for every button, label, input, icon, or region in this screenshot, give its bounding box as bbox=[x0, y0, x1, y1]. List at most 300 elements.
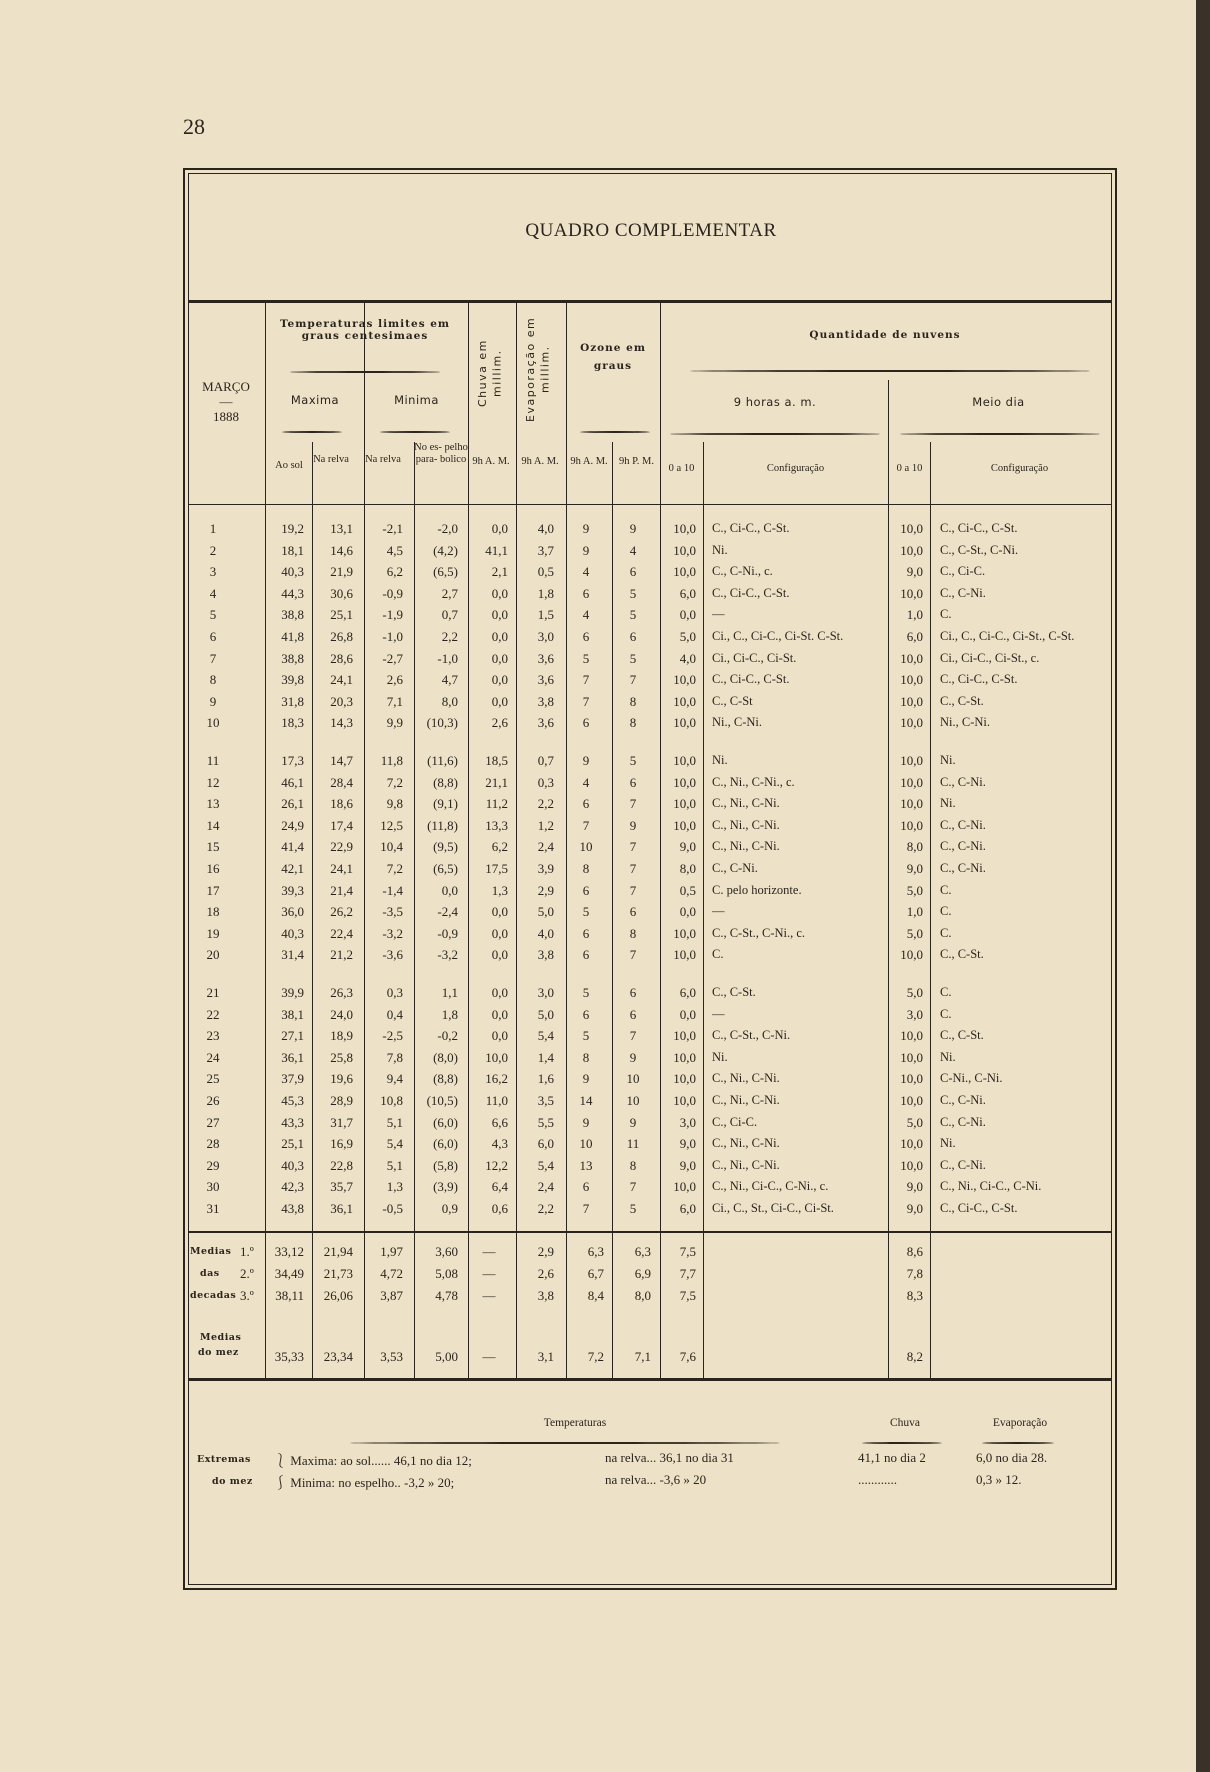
table-cell: (3,9) bbox=[433, 1179, 458, 1195]
table-cell: 6,2 bbox=[491, 839, 508, 855]
table-cell: 6,0 bbox=[537, 1136, 554, 1152]
table-cell: 31,4 bbox=[281, 947, 304, 963]
decade-mean-cell: 1.º bbox=[240, 1244, 254, 1259]
table-cell: 8 bbox=[582, 861, 590, 876]
header-9h-pm-ozone: 9h P. M. bbox=[618, 456, 654, 467]
swash-rule bbox=[900, 433, 1100, 435]
table-cell: 3,0 bbox=[537, 985, 554, 1000]
table-cell: 6,0 bbox=[679, 585, 696, 601]
table-cell: 5 bbox=[629, 650, 637, 666]
table-cell: 0,0 bbox=[679, 1006, 696, 1022]
table-cell: -1,9 bbox=[382, 607, 403, 623]
table-cell: 0,0 bbox=[491, 1006, 508, 1022]
header-na-relva-max: Na relva bbox=[313, 454, 349, 465]
table-cell: 17 bbox=[206, 882, 220, 898]
page-title: QUADRO COMPLEMENTAR bbox=[525, 220, 777, 241]
table-cell: 7 bbox=[629, 947, 637, 963]
table-cell: 40,3 bbox=[281, 564, 304, 580]
decade-mean-cell: 7,7 bbox=[679, 1266, 696, 1281]
table-cell: 8 bbox=[582, 1049, 590, 1065]
table-cell: 10,0 bbox=[673, 817, 696, 833]
header-configuracao-noon: Configuração bbox=[990, 463, 1049, 474]
table-cell: 3,0 bbox=[906, 1006, 923, 1022]
table-cell: 10,0 bbox=[673, 693, 696, 709]
table-cell: 38,1 bbox=[281, 1006, 304, 1022]
table-cell: 1,8 bbox=[441, 1006, 458, 1022]
table-cell: C., Ci-C. bbox=[712, 1114, 758, 1129]
table-cell: 6 bbox=[582, 1179, 590, 1195]
table-cell: 26,2 bbox=[330, 904, 353, 920]
extremas-relva-min: na relva... -3,6 » 20 bbox=[605, 1472, 707, 1487]
month-mean-cell: 3,1 bbox=[537, 1349, 554, 1364]
table-cell: Ci., C., Ci-C., Ci-St. C-St. bbox=[712, 629, 844, 643]
table-cell: 6,6 bbox=[491, 1114, 508, 1130]
table-cell: 10,0 bbox=[900, 1028, 923, 1044]
header-evaporacao: Evaporação em millim. bbox=[524, 316, 552, 422]
table-cell: C., C-St. bbox=[940, 1028, 984, 1043]
table-cell: 19,6 bbox=[330, 1071, 353, 1087]
header-month-block: MARÇO — 1888 bbox=[202, 379, 250, 424]
table-cell: 2,4 bbox=[537, 1179, 554, 1195]
table-cell: 7 bbox=[629, 861, 637, 876]
table-cell: 0,4 bbox=[386, 1006, 403, 1022]
table-cell: 0,7 bbox=[441, 607, 458, 623]
table-frame-inner bbox=[188, 173, 1112, 1585]
table-cell: -2,0 bbox=[437, 521, 458, 536]
table-cell: Ni. bbox=[940, 753, 956, 767]
table-cell: -2,1 bbox=[382, 521, 403, 536]
table-cell: 9,4 bbox=[386, 1071, 403, 1087]
extremas-maxima-line: ⎱ Maxima: ao sol...... 46,1 no dia 12; bbox=[274, 1453, 472, 1468]
header-minima: Minima bbox=[394, 393, 439, 407]
table-cell: 0,0 bbox=[491, 672, 508, 688]
table-cell: 9 bbox=[629, 1114, 637, 1130]
table-cell: 10,0 bbox=[900, 1093, 923, 1108]
table-cell: Ni., C-Ni. bbox=[940, 715, 990, 730]
table-cell: 5 bbox=[582, 1028, 590, 1044]
table-cell: 6,4 bbox=[491, 1179, 508, 1195]
table-cell: 3,9 bbox=[537, 861, 554, 876]
table-cell: 10 bbox=[626, 1093, 640, 1108]
table-cell: 25,8 bbox=[330, 1049, 353, 1065]
table-cell: 4,7 bbox=[441, 672, 458, 688]
table-cell: 43,3 bbox=[281, 1114, 304, 1130]
table-cell: C. bbox=[940, 925, 952, 940]
table-cell: 11 bbox=[626, 1136, 640, 1152]
table-cell: 5,0 bbox=[537, 1006, 554, 1022]
header-maxima: Maxima bbox=[290, 393, 340, 407]
table-cell: 10,0 bbox=[673, 564, 696, 580]
table-cell: 8,0 bbox=[441, 693, 458, 709]
table-cell: C., C-Ni. bbox=[940, 1093, 986, 1107]
table-cell: 7 bbox=[582, 693, 590, 709]
table-cell: 25 bbox=[206, 1071, 220, 1087]
table-cell: 0,0 bbox=[441, 882, 458, 898]
table-cell: 6,0 bbox=[679, 1201, 696, 1216]
table-cell: 11 bbox=[206, 753, 220, 768]
decade-mean-cell: 8,6 bbox=[906, 1244, 923, 1259]
header-9h-am-ozone: 9h A. M. bbox=[570, 456, 608, 467]
table-cell: 21,1 bbox=[485, 774, 508, 790]
decade-mean-cell: 4,78 bbox=[435, 1288, 458, 1303]
table-cell: 14 bbox=[206, 817, 220, 833]
table-cell: 28,9 bbox=[330, 1093, 353, 1108]
table-cell: 31 bbox=[206, 1201, 220, 1216]
table-cell: 10,0 bbox=[900, 542, 923, 558]
table-cell: 35,7 bbox=[330, 1179, 353, 1195]
table-cell: 4 bbox=[582, 607, 590, 623]
medias-mez-label-1: Medias bbox=[200, 1332, 242, 1343]
table-cell: 30 bbox=[206, 1179, 220, 1195]
table-cell: 26,3 bbox=[330, 985, 353, 1000]
header-nove-horas: 9 horas a. m. bbox=[733, 395, 817, 409]
decade-mean-cell: 7,8 bbox=[906, 1266, 923, 1281]
table-cell: 26,8 bbox=[330, 629, 353, 644]
table-cell: (8,8) bbox=[433, 1071, 458, 1087]
table-cell: — bbox=[712, 1006, 725, 1021]
table-cell: 7 bbox=[582, 672, 590, 688]
table-cell: 3,7 bbox=[537, 542, 554, 558]
month-mean-cell: 7,6 bbox=[679, 1349, 696, 1364]
month-mean-cell: 7,2 bbox=[587, 1349, 604, 1364]
table-cell: 21 bbox=[206, 985, 220, 1000]
table-cell: 10,0 bbox=[900, 796, 923, 812]
header-0a10-noon: 0 a 10 bbox=[896, 463, 923, 474]
swash-rule bbox=[670, 433, 880, 435]
table-cell: 4 bbox=[582, 564, 590, 580]
table-cell: 38,8 bbox=[281, 607, 304, 623]
table-cell: 24 bbox=[206, 1049, 220, 1065]
table-cell: C., Ni., C-Ni. bbox=[712, 796, 780, 811]
table-cell: (6,5) bbox=[433, 564, 458, 580]
table-cell: 0,0 bbox=[491, 947, 508, 963]
table-cell: 9 bbox=[582, 1114, 590, 1130]
table-cell: C., Ci-C., C-St. bbox=[940, 672, 1018, 687]
table-cell: 14,7 bbox=[330, 753, 353, 768]
table-cell: 6 bbox=[629, 904, 637, 920]
table-cell: Ci., Ci-C., Ci-St. bbox=[712, 650, 797, 665]
table-cell: 10 bbox=[206, 715, 220, 731]
table-cell: 1,6 bbox=[537, 1071, 554, 1087]
table-cell: 0,6 bbox=[491, 1201, 508, 1216]
table-cell: 41,4 bbox=[281, 839, 304, 855]
table-cell: 37,9 bbox=[281, 1071, 304, 1087]
table-cell: 12,2 bbox=[485, 1157, 508, 1173]
table-cell: Ci., C., Ci-C., Ci-St., C-St. bbox=[940, 629, 1075, 643]
table-cell: 1,0 bbox=[906, 607, 923, 623]
decade-mean-cell: 6,7 bbox=[587, 1266, 604, 1281]
table-cell: 43,8 bbox=[281, 1201, 304, 1216]
decade-mean-cell: 26,06 bbox=[323, 1288, 353, 1303]
table-cell: 10,0 bbox=[900, 753, 923, 768]
table-cell: C., Ci-C. bbox=[940, 564, 986, 579]
table-cell: -3,2 bbox=[382, 925, 403, 941]
table-cell: C., Ni., C-Ni. bbox=[712, 839, 780, 854]
table-cell: 2,2 bbox=[441, 629, 458, 644]
table-cell: C., C-St., C-Ni. bbox=[940, 542, 1019, 557]
decade-mean-cell: 7,5 bbox=[679, 1244, 696, 1259]
table-cell: 10,0 bbox=[673, 1093, 696, 1108]
table-cell: 0,0 bbox=[491, 607, 508, 623]
table-cell: 3,0 bbox=[679, 1114, 696, 1130]
table-cell: C., C-Ni. bbox=[940, 585, 986, 600]
table-cell: 0,0 bbox=[491, 521, 508, 536]
table-cell: 0,0 bbox=[679, 904, 696, 920]
table-cell: 10,0 bbox=[900, 693, 923, 709]
table-cell: 6 bbox=[582, 947, 590, 963]
swash-rule bbox=[290, 371, 440, 373]
table-cell: 2,7 bbox=[441, 585, 458, 601]
decade-mean-cell: 3.º bbox=[240, 1288, 254, 1303]
table-cell: 10,0 bbox=[673, 1179, 696, 1195]
table-cell: C., C-Ni. bbox=[940, 774, 986, 789]
table-cell: 4 bbox=[629, 542, 637, 558]
table-cell: 0,0 bbox=[491, 585, 508, 601]
table-cell: 10,0 bbox=[673, 1071, 696, 1087]
extremas-relva-max: na relva... 36,1 no dia 31 bbox=[605, 1450, 734, 1465]
table-cell: 0,0 bbox=[491, 1028, 508, 1044]
table-cell: 5 bbox=[582, 650, 590, 666]
table-cell: C., C-Ni. bbox=[940, 817, 986, 832]
header-ao-sol: Ao sol bbox=[275, 460, 303, 471]
table-cell: 6,0 bbox=[906, 629, 923, 644]
table-cell: 0,0 bbox=[491, 650, 508, 666]
col-rule bbox=[703, 442, 704, 1378]
table-cell: 5,0 bbox=[679, 629, 696, 644]
decade-mean-cell: 2.º bbox=[240, 1266, 254, 1281]
table-cell: 13 bbox=[206, 796, 220, 812]
table-cell: C., Ni., C-Ni. bbox=[712, 1093, 780, 1107]
table-cell: 9,0 bbox=[906, 1201, 923, 1216]
table-cell: 10,0 bbox=[485, 1049, 508, 1065]
table-cell: 5,1 bbox=[386, 1157, 403, 1173]
table-cell: 4,0 bbox=[537, 521, 554, 536]
table-cell: 10,4 bbox=[380, 839, 403, 855]
table-cell: 7,1 bbox=[386, 693, 403, 709]
table-cell: 42,1 bbox=[281, 861, 304, 876]
swash-rule bbox=[282, 431, 342, 433]
table-cell: 10,0 bbox=[673, 774, 696, 790]
medias-mez-label-2: do mez bbox=[198, 1347, 239, 1358]
table-cell: 40,3 bbox=[281, 925, 304, 941]
table-cell: 10,8 bbox=[380, 1093, 403, 1108]
table-cell: 3,0 bbox=[537, 629, 554, 644]
table-cell: (6,5) bbox=[433, 861, 458, 876]
table-cell: 8,0 bbox=[906, 839, 923, 855]
table-cell: 6 bbox=[629, 985, 637, 1000]
table-cell: 3,8 bbox=[537, 693, 554, 709]
decade-mean-cell: 33,12 bbox=[274, 1244, 304, 1259]
table-cell: C. bbox=[940, 1006, 952, 1021]
table-cell: Ci., C., St., Ci-C., Ci-St. bbox=[712, 1201, 834, 1215]
table-cell: 7,8 bbox=[386, 1049, 403, 1065]
table-cell: 41,8 bbox=[281, 629, 304, 644]
table-cell: Ni. bbox=[712, 542, 728, 557]
header-chuva: Chuva em millim. bbox=[476, 339, 504, 407]
table-cell: (4,2) bbox=[433, 542, 458, 558]
table-cell: (10,3) bbox=[426, 715, 458, 731]
table-cell: 28 bbox=[206, 1136, 220, 1152]
table-cell: 36,1 bbox=[281, 1049, 304, 1065]
table-cell: 9 bbox=[629, 1049, 637, 1065]
decade-mean-cell: 6,9 bbox=[634, 1266, 651, 1281]
table-cell: 9 bbox=[629, 521, 637, 536]
table-cell: 5,5 bbox=[537, 1114, 554, 1130]
month-mean-cell: 23,34 bbox=[323, 1349, 353, 1364]
decade-mean-cell: 3,8 bbox=[537, 1288, 554, 1303]
table-cell: 10,0 bbox=[900, 947, 923, 963]
table-cell: 7 bbox=[582, 817, 590, 833]
table-cell: 5,0 bbox=[906, 925, 923, 941]
table-cell: 1,3 bbox=[491, 882, 508, 898]
table-cell: 36,1 bbox=[330, 1201, 353, 1216]
table-cell: 5 bbox=[629, 585, 637, 601]
table-cell: 10,0 bbox=[900, 1049, 923, 1065]
table-cell: C., Ni., Ci-C., C-Ni., c. bbox=[712, 1179, 829, 1194]
extremas-chuva-min: ............ bbox=[858, 1472, 897, 1487]
table-cell: -0,5 bbox=[382, 1201, 403, 1216]
table-cell: 7,2 bbox=[386, 774, 403, 790]
table-cell: 27,1 bbox=[281, 1028, 304, 1044]
table-cell: 21,9 bbox=[330, 564, 353, 580]
table-cell: 10,0 bbox=[673, 1028, 696, 1044]
decade-mean-cell: 6,3 bbox=[587, 1244, 604, 1259]
table-cell: 6 bbox=[582, 796, 590, 812]
table-cell: (10,5) bbox=[426, 1093, 458, 1108]
table-cell: -1,0 bbox=[382, 629, 403, 644]
extremas-minima-line: ⎰ Minima: no espelho.. -3,2 » 20; bbox=[274, 1475, 455, 1490]
decade-mean-cell: 8,4 bbox=[587, 1288, 604, 1303]
medias-label-3: decadas bbox=[190, 1290, 237, 1301]
table-cell: 21,4 bbox=[330, 882, 353, 898]
table-cell: 31,7 bbox=[330, 1114, 353, 1130]
table-cell: 5,4 bbox=[386, 1136, 403, 1152]
table-cell: 1,2 bbox=[537, 817, 554, 833]
table-cell: C. bbox=[940, 882, 952, 897]
table-cell: 4 bbox=[209, 585, 217, 601]
month-mean-cell: 35,33 bbox=[274, 1349, 304, 1364]
table-cell: 39,3 bbox=[281, 882, 304, 898]
decade-mean-cell: 4,72 bbox=[380, 1266, 403, 1281]
month-mean-cell: — bbox=[482, 1349, 496, 1364]
table-cell: C., Ci-C., C-St. bbox=[712, 521, 790, 535]
table-cell: 9,0 bbox=[906, 861, 923, 876]
table-cell: C., Ni., Ci-C., C-Ni. bbox=[940, 1179, 1042, 1194]
table-cell: C., Ci-C., C-St. bbox=[712, 585, 790, 600]
table-cell: 26,1 bbox=[281, 796, 304, 812]
table-cell: -3,5 bbox=[382, 904, 403, 920]
table-cell: 7 bbox=[629, 672, 637, 688]
decade-mean-cell: 6,3 bbox=[634, 1244, 651, 1259]
table-cell: 11,0 bbox=[485, 1093, 508, 1108]
decade-mean-cell: 8,3 bbox=[906, 1288, 923, 1303]
table-cell: 0,9 bbox=[441, 1201, 458, 1216]
table-cell: 18,6 bbox=[330, 796, 353, 812]
table-cell: 0,5 bbox=[537, 564, 554, 580]
swash-rule bbox=[350, 1442, 780, 1444]
table-cell: 6 bbox=[629, 629, 637, 644]
table-cell: 39,9 bbox=[281, 985, 304, 1000]
table-cell: 18,1 bbox=[281, 542, 304, 558]
swash-rule bbox=[862, 1442, 942, 1444]
table-cell: 14,6 bbox=[330, 542, 353, 558]
table-cell: 2,6 bbox=[386, 672, 403, 688]
page-edge bbox=[1196, 0, 1210, 1772]
header-nuvens: Quantidade de nuvens bbox=[809, 329, 961, 341]
table-cell: 10,0 bbox=[673, 542, 696, 558]
table-cell: 2,6 bbox=[491, 715, 508, 731]
table-cell: 5 bbox=[629, 607, 637, 623]
table-cell: 7 bbox=[629, 1179, 637, 1195]
table-cell: C., C-Ni. bbox=[940, 1157, 986, 1172]
table-cell: C., C-St., C-Ni., c. bbox=[712, 925, 806, 940]
table-cell: C-Ni., C-Ni. bbox=[940, 1071, 1003, 1086]
table-cell: Ni. bbox=[940, 796, 956, 811]
table-cell: C., Ni., C-Ni. bbox=[712, 1071, 780, 1086]
table-cell: -3,6 bbox=[382, 947, 403, 963]
table-cell: 1,5 bbox=[537, 607, 554, 623]
table-cell: C., C-St. bbox=[940, 693, 984, 708]
table-cell: 14,3 bbox=[330, 715, 353, 731]
swash-rule bbox=[690, 370, 1090, 372]
table-cell: 0,7 bbox=[537, 753, 554, 768]
month-mean-cell: 5,00 bbox=[435, 1349, 458, 1364]
table-cell: C., C-Ni. bbox=[940, 1114, 986, 1129]
month-mean-cell: 3,53 bbox=[380, 1349, 403, 1364]
table-cell: 7 bbox=[629, 839, 637, 855]
table-cell: 1,0 bbox=[906, 904, 923, 920]
table-cell: 1 bbox=[209, 521, 217, 536]
table-cell: 6 bbox=[582, 715, 590, 731]
decade-mean-cell: 2,6 bbox=[537, 1266, 554, 1281]
header-9h-am-chuva: 9h A. M. bbox=[472, 456, 510, 467]
table-cell: 10,0 bbox=[900, 1071, 923, 1087]
table-cell: 0,0 bbox=[491, 985, 508, 1000]
table-cell: 7 bbox=[629, 882, 637, 898]
table-cell: -0,9 bbox=[382, 585, 403, 601]
table-cell: 13 bbox=[579, 1157, 593, 1173]
table-cell: 8 bbox=[629, 1157, 637, 1173]
table-cell: 10 bbox=[626, 1071, 640, 1087]
table-cell: C., C-Ni., c. bbox=[712, 564, 773, 579]
table-cell: 25,1 bbox=[330, 607, 353, 623]
table-cell: 6 bbox=[629, 774, 637, 790]
header-configuracao-am: Configuração bbox=[766, 463, 825, 474]
table-cell: 2,2 bbox=[537, 1201, 554, 1216]
table-cell: Ni. bbox=[712, 753, 728, 767]
table-cell: 10,0 bbox=[900, 1157, 923, 1173]
table-cell: 8 bbox=[629, 925, 637, 941]
table-cell: 6,0 bbox=[679, 985, 696, 1000]
table-cell: (6,0) bbox=[433, 1136, 458, 1152]
table-cell: 16 bbox=[206, 861, 220, 876]
table-cell: 39,8 bbox=[281, 672, 304, 688]
table-cell: 7 bbox=[582, 1201, 590, 1216]
table-cell: 0,3 bbox=[386, 985, 403, 1000]
table-cell: 10,0 bbox=[900, 650, 923, 666]
table-cell: 6 bbox=[629, 1006, 637, 1022]
table-cell: 5,0 bbox=[906, 1114, 923, 1130]
table-cell: C., C-St. bbox=[712, 985, 756, 999]
table-cell: C., Ci-C., C-St. bbox=[712, 672, 790, 687]
table-cell: C., C-St. bbox=[940, 947, 984, 962]
table-cell: 22 bbox=[206, 1006, 220, 1022]
table-cell: (5,8) bbox=[433, 1157, 458, 1173]
table-cell: -1,0 bbox=[437, 650, 458, 666]
table-cell: 17,3 bbox=[281, 753, 304, 768]
decade-mean-cell: — bbox=[482, 1244, 496, 1259]
table-cell: 4,0 bbox=[537, 925, 554, 941]
